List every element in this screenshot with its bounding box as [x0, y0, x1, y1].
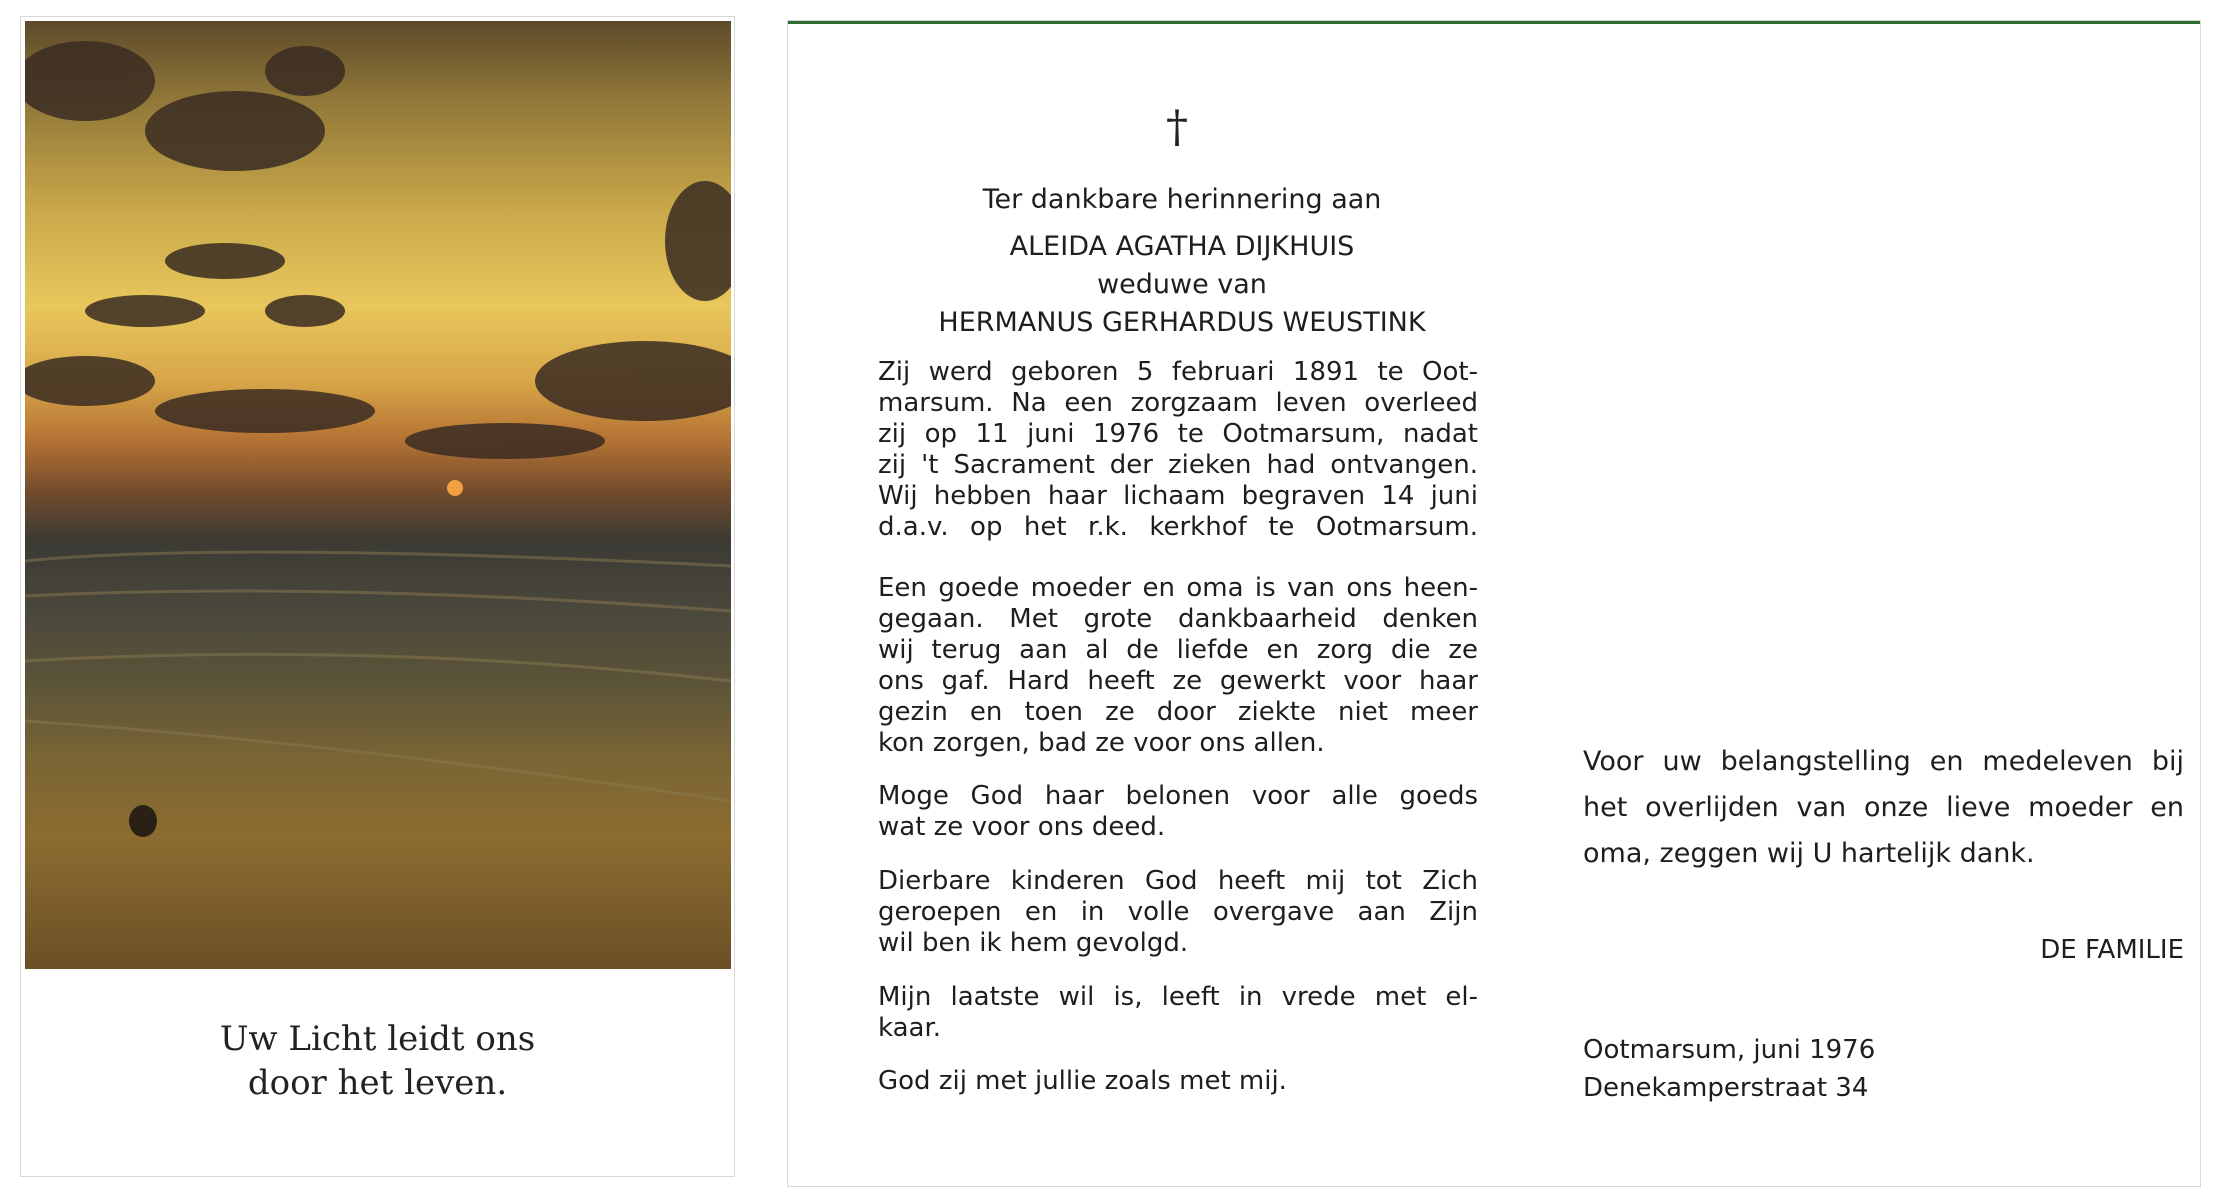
text-line: wat ze voor ons deed. [878, 812, 1166, 842]
text-line: God zij met jullie zoals met mij. [878, 1066, 1287, 1096]
text-line: Wij hebben haar lichaam begraven 14 juni [878, 481, 1478, 511]
place-date: Ootmarsum, juni 1976 [1583, 1035, 1876, 1065]
address: Denekamperstraat 34 [1583, 1073, 1869, 1103]
paragraph-last-wish [878, 982, 1478, 1044]
thanks-message [1583, 739, 2184, 877]
text-line: het overlijden van onze lieve moeder en [1583, 792, 2184, 823]
spouse-name: HERMANUS GERHARDUS WEUSTINK [938, 307, 1426, 338]
deceased-name: ALEIDA AGATHA DIJKHUIS [1009, 231, 1355, 262]
caption-line: door het leven. [247, 1063, 508, 1103]
text-line: Moge God haar belonen voor alle goeds [878, 781, 1478, 811]
memorial-card-text [788, 21, 2200, 1186]
paragraph-biography [878, 357, 1478, 543]
text-line: geroepen en in volle overgave aan Zijn [878, 897, 1478, 927]
text-line: gegaan. Met grote dankbaarheid denken [878, 604, 1478, 634]
text-line: gezin en toen ze door ziekte niet meer [878, 697, 1478, 727]
text-line: ons gaf. Hard heeft ze gewerkt voor haar [878, 666, 1478, 696]
card-caption [21, 1017, 734, 1105]
text-line: Dierbare kinderen God heeft mij tot Zich [878, 866, 1478, 896]
cross-icon: † [1166, 102, 1188, 153]
text-line: zij op 11 juni 1976 te Ootmarsum, nadat [878, 419, 1478, 449]
text-line: marsum. Na een zorgzaam leven overleed [878, 388, 1478, 418]
text-line: wij terug aan al de liefde en zorg die ze [878, 635, 1478, 665]
text-line: Voor uw belangstelling en medeleven bij [1583, 746, 2184, 777]
text-line: kaar. [878, 1013, 942, 1043]
text-line: Een goede moeder en oma is van ons heen- [878, 573, 1478, 603]
sunset-illustration [25, 21, 731, 969]
text-line: Mijn laatste wil is, leeft in vrede met el- [878, 982, 1478, 1012]
shell [129, 805, 157, 837]
clouds [25, 41, 731, 459]
text-line: kon zorgen, bad ze voor ons allen. [878, 728, 1325, 758]
waves [25, 552, 731, 801]
heading-widow-of: weduwe van [1097, 269, 1267, 300]
sun [447, 480, 463, 496]
paragraph-farewell [878, 866, 1478, 959]
memorial-card-front [21, 17, 734, 1176]
paragraph-tribute [878, 573, 1478, 759]
paragraph-blessing [878, 1066, 1478, 1097]
text-line: oma, zeggen wij U hartelijk dank. [1583, 838, 2035, 869]
text-line: Zij werd geboren 5 februari 1891 te Oot- [878, 357, 1478, 387]
place-and-address [1583, 1031, 1875, 1107]
text-line: zij 't Sacrament der zieken had ontvangen. [878, 450, 1478, 480]
caption-line: Uw Licht leidt ons [219, 1019, 536, 1059]
sunset-sea-photo [25, 21, 731, 969]
text-line: d.a.v. op het r.k. kerkhof te Ootmarsum. [878, 512, 1478, 542]
signature: DE FAMILIE [2040, 935, 2184, 965]
paragraph-prayer [878, 781, 1478, 843]
text-line: wil ben ik hem gevolgd. [878, 928, 1189, 958]
heading-dedication: Ter dankbare herinnering aan [982, 184, 1382, 215]
